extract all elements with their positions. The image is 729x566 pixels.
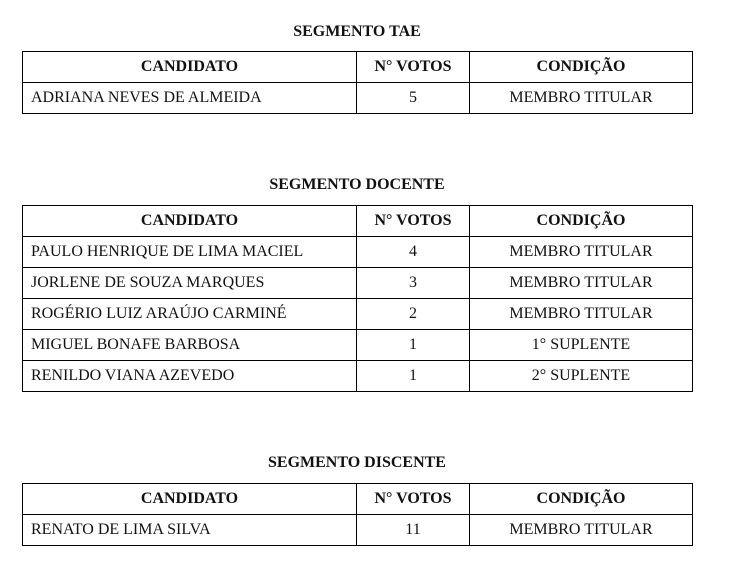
vote-count: 3 bbox=[357, 268, 470, 299]
condition: 2° SUPLENTE bbox=[470, 361, 693, 392]
header-condition: CONDIÇÃO bbox=[470, 52, 693, 83]
table-header-row bbox=[23, 52, 693, 83]
header-condition: CONDIÇÃO bbox=[470, 484, 693, 515]
candidate-name: ADRIANA NEVES DE ALMEIDA bbox=[23, 83, 357, 114]
condition: MEMBRO TITULAR bbox=[470, 237, 693, 268]
candidate-name: JORLENE DE SOUZA MARQUES bbox=[23, 268, 357, 299]
table-docente bbox=[22, 205, 693, 392]
header-votes: N° VOTOS bbox=[357, 484, 470, 515]
candidate-name: PAULO HENRIQUE DE LIMA MACIEL bbox=[23, 237, 357, 268]
table-row bbox=[23, 330, 693, 361]
vote-count: 4 bbox=[357, 237, 470, 268]
candidate-name: MIGUEL BONAFE BARBOSA bbox=[23, 330, 357, 361]
table-tae bbox=[22, 51, 693, 114]
table-discente bbox=[22, 483, 693, 546]
candidate-name: RENILDO VIANA AZEVEDO bbox=[23, 361, 357, 392]
table-row bbox=[23, 83, 693, 114]
condition: 1° SUPLENTE bbox=[470, 330, 693, 361]
table-row bbox=[23, 268, 693, 299]
vote-count: 2 bbox=[357, 299, 470, 330]
section-title-tae: SEGMENTO TAE bbox=[293, 23, 421, 40]
condition: MEMBRO TITULAR bbox=[470, 515, 693, 546]
vote-count: 11 bbox=[357, 515, 470, 546]
table-header-row bbox=[23, 206, 693, 237]
candidate-name: RENATO DE LIMA SILVA bbox=[23, 515, 357, 546]
vote-count: 1 bbox=[357, 361, 470, 392]
section-title-docente: SEGMENTO DOCENTE bbox=[269, 176, 445, 193]
section-title-discente: SEGMENTO DISCENTE bbox=[268, 454, 446, 471]
condition: MEMBRO TITULAR bbox=[470, 299, 693, 330]
table-row bbox=[23, 237, 693, 268]
vote-count: 5 bbox=[357, 83, 470, 114]
header-condition: CONDIÇÃO bbox=[470, 206, 693, 237]
table-row bbox=[23, 515, 693, 546]
header-candidate: CANDIDATO bbox=[23, 484, 357, 515]
table-row bbox=[23, 299, 693, 330]
header-votes: N° VOTOS bbox=[357, 52, 470, 83]
header-votes: N° VOTOS bbox=[357, 206, 470, 237]
table-row bbox=[23, 361, 693, 392]
vote-count: 1 bbox=[357, 330, 470, 361]
header-candidate: CANDIDATO bbox=[23, 206, 357, 237]
condition: MEMBRO TITULAR bbox=[470, 83, 693, 114]
table-header-row bbox=[23, 484, 693, 515]
header-candidate: CANDIDATO bbox=[23, 52, 357, 83]
condition: MEMBRO TITULAR bbox=[470, 268, 693, 299]
candidate-name: ROGÉRIO LUIZ ARAÚJO CARMINÉ bbox=[23, 299, 357, 330]
